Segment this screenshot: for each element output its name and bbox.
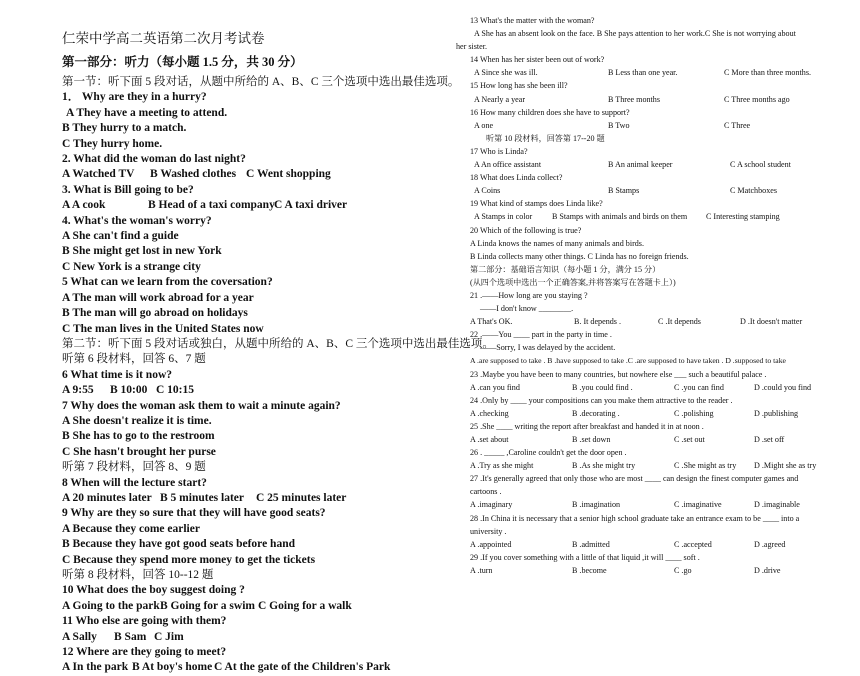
q11-option-a: A Sally [62, 630, 97, 643]
q29-option-a: A .turn [470, 565, 493, 575]
q13-options-cont: her sister. [456, 42, 488, 52]
q3-option-c: C A taxi driver [274, 199, 348, 212]
question-27-cont: cartoons . [470, 487, 502, 497]
q16-option-a: A one [474, 120, 494, 130]
q5-option-b: B The man will go abroad on holidays [62, 307, 248, 320]
q17-option-c: C A school student [730, 160, 791, 170]
q3-option-a: A A cook [62, 199, 106, 212]
section2-note: 听第 6 段材料，回答 6、7 题 [62, 353, 206, 366]
question-1: 1． Why are they in a hurry? [62, 91, 207, 104]
q16-options [456, 119, 854, 132]
q8-option-c: C 25 minutes later [256, 491, 347, 504]
q15-options [456, 93, 854, 106]
material-8-note: 听第 8 段材料，回答 10--12 题 [62, 569, 214, 581]
q21-option-b: B. It depends . [574, 317, 621, 327]
question-24: 24 .Only by ____ your compositions can you make them attractive to the reader . [470, 395, 733, 405]
question-29: 29 .If you cover something with a little of that liquid ,it will ____ soft . [470, 552, 700, 562]
q23-option-a: A .can you find [470, 382, 520, 392]
q18-option-a: A Coins [474, 186, 501, 196]
question-11: 11 Who else are going with them? [62, 615, 227, 628]
part1-heading: 第一部分：听力（每小题 1.5 分，共 30 分） [62, 55, 303, 69]
question-18: 18 What does Linda collect? [470, 173, 563, 183]
q19-option-b: B Stamps with animals and birds on them [552, 212, 688, 222]
q29-options [456, 564, 854, 577]
q27-option-a: A .imaginary [470, 500, 513, 510]
q17-option-b: B An animal keeper [608, 160, 673, 170]
q24-option-c: C .polishing [674, 408, 714, 418]
q16-option-c: C Three [724, 120, 751, 130]
q23-options [456, 381, 854, 394]
q28-option-b: B .admitted [572, 539, 610, 549]
q28-option-c: C .accepted [674, 539, 712, 549]
q28-option-a: A .appointed [470, 539, 512, 549]
q17-options [456, 158, 854, 171]
question-2: 2. What did the woman do last night? [62, 153, 246, 166]
q22-options: A .are supposed to take . B .have supposed to take .C .are supposed to have taken . D .supposed to take [470, 356, 786, 366]
q24-option-b: B .decorating . [572, 408, 620, 418]
question-16: 16 How many children does she have to support? [470, 107, 630, 117]
q25-options [456, 433, 854, 446]
q7-option-b: B She has to go to the restroom [62, 430, 215, 443]
q8-option-b: B 5 minutes later [160, 491, 245, 504]
part2-instructions: (从四个选项中选出一个正确答案,并将答案写在答题卡上）) [470, 277, 676, 287]
q4-option-a: A She can't find a guide [62, 230, 179, 243]
q18-option-c: C Matchboxes [730, 186, 777, 196]
q1-option-c: C They hurry home. [62, 137, 163, 150]
q23-option-d: D .could you find [754, 382, 812, 392]
q14-option-b: B Less than one year. [608, 68, 678, 78]
q14-options [456, 66, 854, 79]
q11-option-c: C Jim [154, 630, 184, 643]
q2-option-c: C Went shopping [246, 168, 331, 181]
q12-option-a: A In the park [62, 661, 129, 674]
q4-option-b: B She might get lost in new York [62, 245, 222, 258]
q3-option-b: B Head of a taxi company [148, 199, 275, 212]
q10-option-b: B Going for a swim [160, 599, 255, 612]
q18-option-b: B Stamps [608, 186, 640, 196]
q23-option-c: C .you can find [674, 382, 724, 392]
q25-option-d: D .set off [754, 435, 785, 444]
q10-option-c: C Going for a walk [258, 599, 352, 612]
part2-heading: 第二部分：基础语言知识（每小题 1 分，满分 15 分） [470, 264, 661, 274]
material-10-note: 听第 10 段材料，回答第 17--20 题 [486, 133, 605, 143]
section2-instructions: 第二节：听下面 5 段对话或独白，从题中所给的 A、B、C 三个选项中选出最佳选项。 [62, 337, 494, 350]
q16-option-b: B Two [608, 120, 630, 130]
q29-option-b: B .become [572, 565, 607, 575]
q27-option-b: B .imagination [572, 500, 621, 510]
q25-option-c: C .set out [674, 435, 705, 444]
q15-option-b: B Three months [608, 94, 661, 104]
question-8: 8 When will the lecture start? [62, 476, 207, 489]
q18-options [456, 184, 854, 197]
q9-option-b: B Because they have got good seats before hand [62, 538, 295, 551]
q15-option-a: A Nearly a year [474, 94, 526, 104]
question-4: 4. What's the woman's worry? [62, 214, 212, 227]
q27-option-d: D .imaginable [754, 500, 800, 510]
question-28: 28 .In China it is necessary that a senior high school graduate take an entrance exam to be ____ into a [470, 513, 800, 523]
q19-options [456, 210, 854, 223]
q17-option-a: A An office assistant [474, 160, 542, 170]
q25-option-b: B .set down [572, 435, 611, 444]
material-7-note: 听第 7 段材料，回答 8、9 题 [62, 461, 206, 474]
question-25: 25 .She ____ writing the report after breakfast and handed it in at noon . [470, 421, 704, 431]
section1-instructions: 第一节：听下面 5 段对话，从题中所给的 A、B、C 三个选项中选出最佳选项。 [62, 76, 460, 88]
q21-options [456, 315, 854, 328]
q21-option-c: C .It depends [658, 317, 701, 327]
q6-option-b: B 10:00 [110, 384, 148, 397]
question-17: 17 Who is Linda? [470, 146, 528, 156]
q15-option-c: C Three months ago [724, 94, 790, 104]
q11-options [62, 630, 454, 645]
q24-options [456, 407, 854, 420]
q26-option-c: C .She might as try [674, 461, 737, 471]
q8-option-a: A 20 minutes later [62, 491, 152, 504]
question-7: 7 Why does the woman ask them to wait a minute again? [62, 399, 341, 412]
q29-option-d: D .drive [754, 565, 781, 575]
q12-options [62, 660, 454, 675]
q2-option-b: B Washed clothes [150, 168, 237, 181]
q5-option-a: A The man will work abroad for a year [62, 291, 254, 304]
q21-reply: ——I don't know ________. [480, 304, 574, 314]
question-26: 26 . _____ ,Caroline couldn't get the door open . [470, 448, 627, 458]
q28-options [456, 538, 854, 551]
q6-options [62, 383, 454, 398]
q14-option-a: A Since she was ill. [474, 68, 538, 78]
q7-option-c: C She hasn't brought her purse [62, 445, 216, 458]
q6-option-c: C 10:15 [156, 384, 195, 397]
q26-option-a: A .Try as she might [470, 461, 534, 471]
q28-option-d: D .agreed [754, 539, 786, 549]
q22-reply: ——Sorry, I was delayed by the accident. [480, 343, 616, 353]
question-6: 6 What time is it now? [62, 368, 172, 381]
q13-options: A She has an absent look on the face. B She pays attention to her work.C She is not worrying about [474, 29, 796, 39]
question-5: 5 What can we learn from the coversation? [62, 276, 273, 289]
q7-option-a: A She doesn't realize it is time. [62, 414, 212, 427]
q12-option-b: B At boy's home [132, 661, 213, 674]
exam-title: 仁荣中学高二英语第二次月考试卷 [62, 31, 265, 46]
q27-options [456, 498, 854, 511]
question-21: 21 .——How long are you staying ? [470, 290, 588, 300]
q19-option-c: C Interesting stamping [706, 212, 780, 222]
q26-option-d: D .Might she as try [754, 461, 817, 471]
question-27: 27 .It's generally agreed that only those who are most ____ can design the finest computer games and [470, 474, 799, 484]
q21-option-a: A That's OK. [470, 317, 513, 327]
q26-options [456, 459, 854, 472]
question-12: 12 Where are they going to meet? [62, 646, 227, 659]
q24-option-d: D .publishing [754, 408, 799, 418]
question-14: 14 When has her sister been out of work? [470, 55, 605, 65]
q24-option-a: A .checking [470, 408, 509, 418]
question-10: 10 What does the boy suggest doing ? [62, 584, 245, 597]
q3-options [62, 198, 454, 213]
q26-option-b: B .As she might try [572, 461, 636, 471]
q8-options [62, 491, 454, 506]
question-23: 23 .Maybe you have been to many countries, but nowhere else ___ such a beautiful palace . [470, 369, 767, 379]
question-28-cont: university . [470, 526, 507, 536]
q29-option-c: C .go [674, 565, 692, 575]
question-3: 3. What is Bill going to be? [62, 183, 194, 196]
q1-option-a: A They have a meeting to attend. [66, 106, 228, 119]
q11-option-b: B Sam [114, 630, 147, 643]
q9-option-c: C Because they spend more money to get the tickets [62, 553, 316, 566]
question-19: 19 What kind of stamps does Linda like? [470, 199, 603, 209]
q21-option-d: D .It doesn't matter [740, 317, 803, 327]
q1-option-b: B They hurry to a match. [62, 122, 187, 135]
question-13: 13 What's the matter with the woman? [470, 16, 595, 25]
q5-option-c: C The man lives in the United States now [62, 322, 264, 335]
q2-options [62, 167, 454, 182]
q23-option-b: B .you could find . [572, 382, 633, 392]
q2-option-a: A Watched TV [62, 168, 135, 181]
q10-option-a: A Going to the park [62, 599, 160, 612]
question-15: 15 How long has she been ill? [470, 81, 568, 91]
q20-option-a: A Linda knows the names of many animals and birds. [470, 238, 644, 248]
question-20: 20 Which of the following is true? [470, 225, 582, 235]
q12-option-c: C At the gate of the Children's Park [214, 661, 391, 674]
q9-option-a: A Because they come earlier [62, 522, 200, 535]
q6-option-a: A 9:55 [62, 384, 94, 397]
q27-option-c: C .imaginative [674, 500, 722, 510]
question-9: 9 Why are they so sure that they will have good seats? [62, 507, 326, 520]
question-22: 22 .——You ____ part in the party in time . [470, 330, 612, 340]
q4-option-c: C New York is a strange city [62, 260, 201, 273]
q14-option-c: C More than three months. [724, 68, 811, 78]
q19-option-a: A Stamps in color [474, 212, 533, 222]
q25-option-a: A .set about [470, 435, 509, 444]
q20-option-bc: B Linda collects many other things. C Linda has no foreign friends. [470, 251, 689, 261]
right-column [456, 14, 854, 577]
